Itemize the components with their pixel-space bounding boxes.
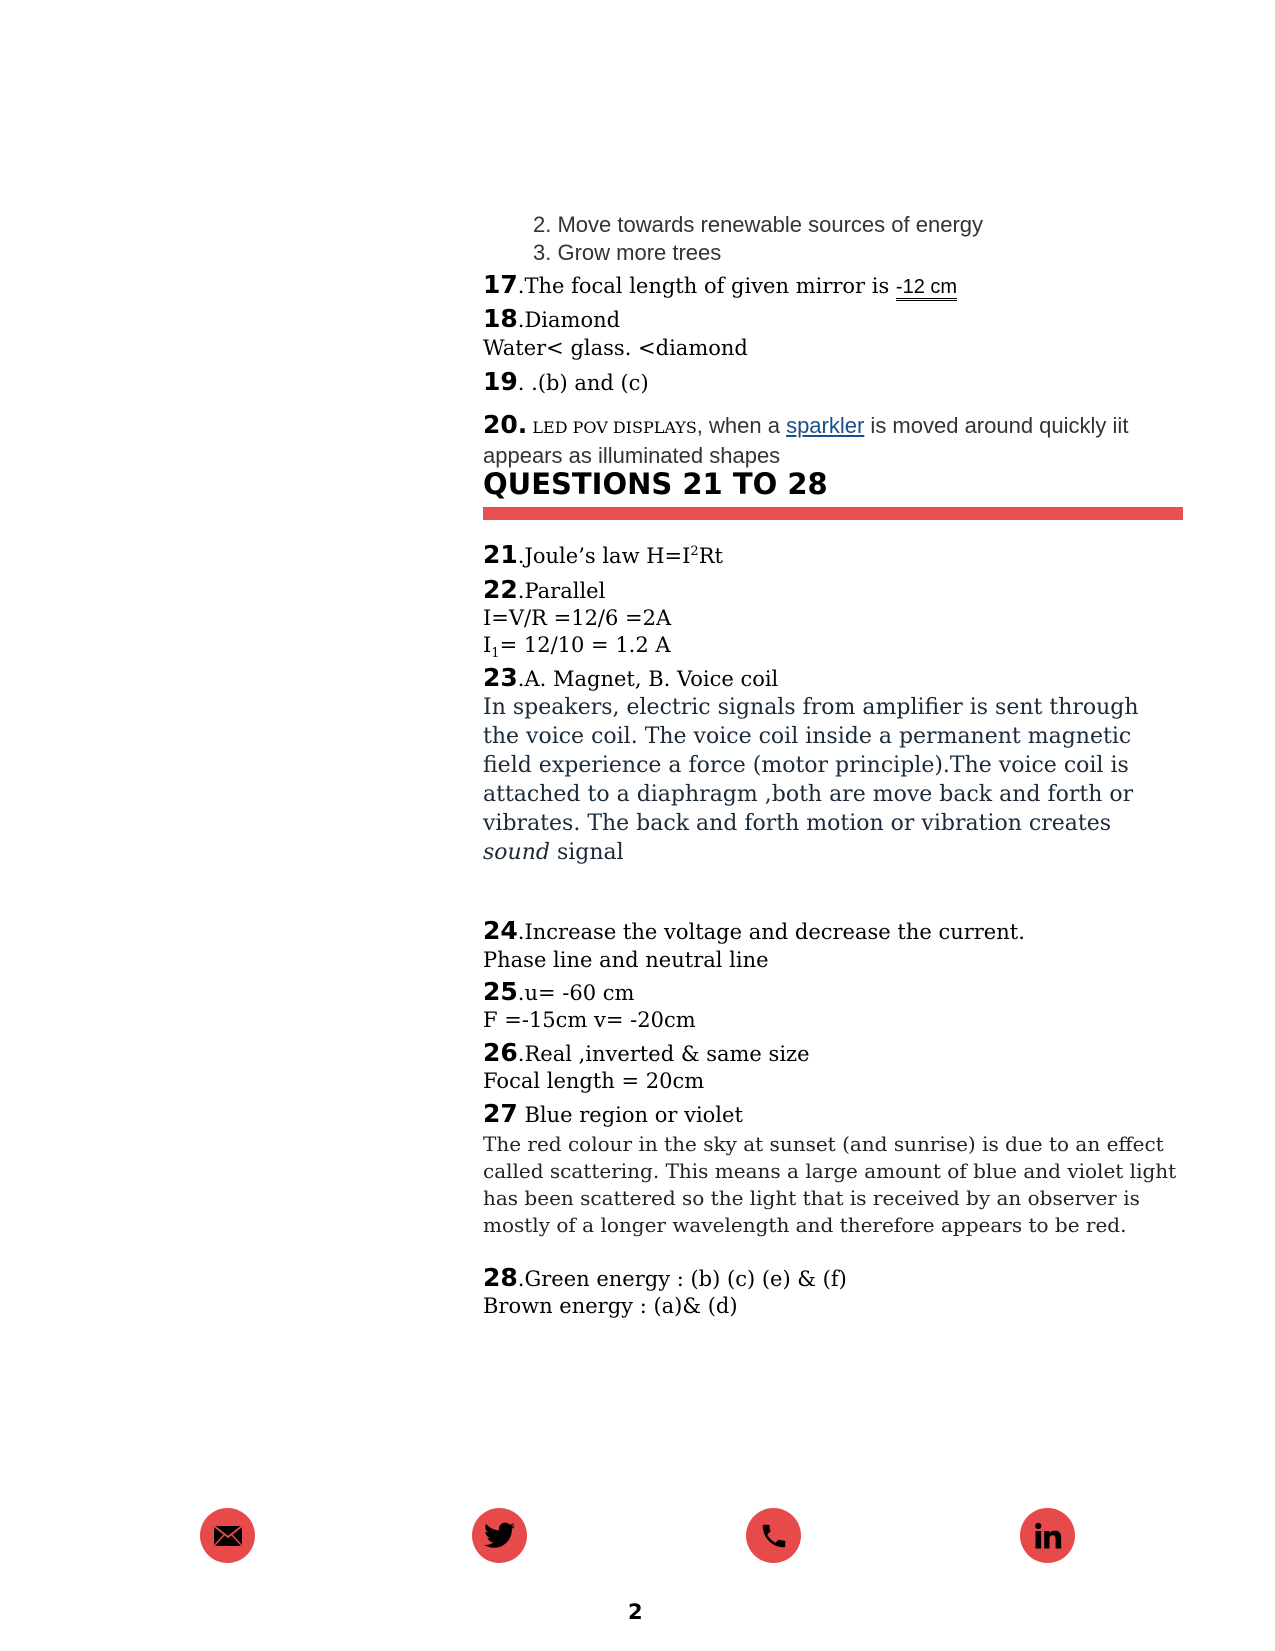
question-number: 19	[483, 367, 518, 396]
answer-26	[483, 1038, 810, 1067]
answer-text: .Increase the voltage and decrease the current.	[517, 920, 1025, 944]
superscript: 2	[690, 544, 699, 559]
email-button[interactable]	[200, 1508, 255, 1563]
speaker-explanation	[483, 693, 1173, 867]
heading-divider	[483, 507, 1183, 520]
answer-25-line2: F =-15cm v= -20cm	[483, 1008, 696, 1032]
answer-27	[483, 1099, 743, 1128]
sunset-explanation: The red colour in the sky at sunset (and sunrise) is due to an effect called scattering. This means a large amount of blue and violet light has been scattered so the light that is received by an observer is mostly of a longer wavelength and therefore appears to be red.	[483, 1132, 1177, 1237]
question-number: 20.	[483, 410, 528, 439]
answer-text: .A. Magnet, B. Voice coil	[517, 667, 779, 691]
answer-text: = 12/10 = 1.2 A	[499, 633, 671, 657]
answer-text: , when a	[696, 413, 787, 438]
question-number: 18	[483, 304, 518, 333]
page-number: 2	[628, 1600, 643, 1624]
answer-text: .Diamond	[517, 308, 621, 332]
answer-18	[483, 304, 620, 333]
answer-text: . .(b) and (c)	[517, 371, 649, 395]
answer-text: .Parallel	[517, 579, 606, 603]
linkedin-icon	[1033, 1521, 1063, 1551]
question-number: 22	[483, 575, 518, 604]
sparkler-link[interactable]: sparkler	[786, 413, 865, 438]
answer-28	[483, 1263, 847, 1292]
envelope-icon	[213, 1525, 243, 1547]
answer-22	[483, 575, 605, 604]
answer-28-line2: Brown energy : (a)& (d)	[483, 1294, 738, 1318]
answer-text: .Green energy : (b) (c) (e) & (f)	[517, 1267, 847, 1291]
paragraph-text: In speakers, electric signals from amplifier is sent through the voice coil. The voice coil inside a permanent magnetic field experience a force (motor principle).The voice coil is attached to a diaphragm ,both are move back and forth or vibrates. The back and forth motion or vibration creates	[483, 695, 1139, 836]
question-number: 26	[483, 1038, 518, 1067]
twitter-icon	[484, 1522, 516, 1550]
answer-20-line2: appears as illuminated shapes	[483, 443, 781, 468]
phone-button[interactable]	[746, 1508, 801, 1563]
answer-text: is moved around quickly iit	[864, 413, 1129, 438]
answer-text: .Joule’s law H=I	[517, 544, 691, 568]
answer-tail: Rt	[698, 544, 723, 568]
current-symbol: I	[483, 633, 492, 657]
section-heading: QUESTIONS 21 TO 28	[483, 467, 828, 501]
answer-23	[483, 663, 778, 692]
answer-21	[483, 540, 723, 569]
answer-22-line2: I=V/R =12/6 =2A	[483, 606, 672, 630]
question-number: 25	[483, 977, 518, 1006]
answer-19	[483, 367, 649, 396]
paragraph-end: signal	[549, 840, 624, 865]
answer-text: .The focal length of given mirror is	[517, 274, 896, 298]
answer-17	[483, 270, 957, 299]
linkedin-button[interactable]	[1020, 1508, 1075, 1563]
subscript: 1	[491, 646, 500, 662]
question-number: 17	[483, 270, 518, 299]
list-item: 2. Move towards renewable sources of energy	[533, 212, 984, 237]
answer-text: Blue region or violet	[517, 1103, 743, 1127]
answer-caps: LED POV DISPLAYS	[527, 418, 697, 437]
question-number: 27	[483, 1099, 518, 1128]
list-item: 3. Grow more trees	[533, 240, 722, 265]
answer-22-line3	[483, 633, 671, 661]
answer-24-line2: Phase line and neutral line	[483, 948, 769, 972]
answer-25	[483, 977, 634, 1006]
answer-18-line2: Water< glass. <diamond	[483, 336, 748, 360]
question-number: 23	[483, 663, 518, 692]
answer-text: .u= -60 cm	[517, 981, 635, 1005]
italic-word: sound	[483, 840, 550, 865]
phone-icon	[759, 1521, 789, 1551]
answer-26-line2: Focal length = 20cm	[483, 1069, 705, 1093]
answer-text: .Real ,inverted & same size	[517, 1042, 810, 1066]
answer-20	[483, 410, 1128, 439]
question-number: 28	[483, 1263, 518, 1292]
twitter-button[interactable]	[472, 1508, 527, 1563]
answer-24	[483, 916, 1025, 945]
question-number: 24	[483, 916, 518, 945]
answer-value: -12 cm	[896, 276, 957, 301]
question-number: 21	[483, 540, 518, 569]
